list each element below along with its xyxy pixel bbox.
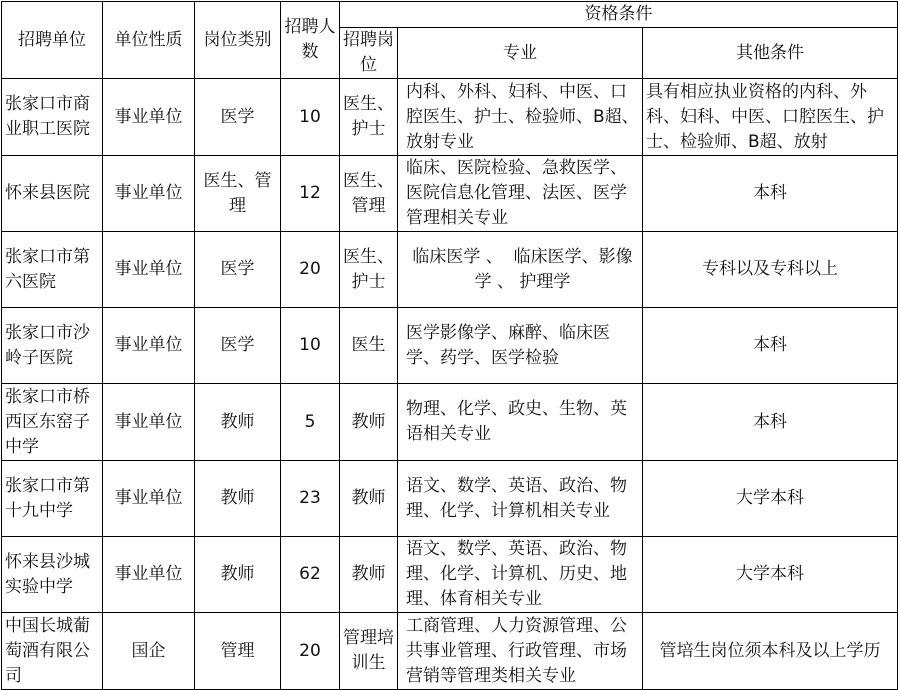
cell-major: 内科、外科、妇科、中医、口腔医生、护士、检验师、B超、放射专业 [398, 79, 643, 156]
cell-category: 教师 [195, 461, 281, 537]
cell-unit: 中国长城葡萄酒有限公司 [2, 613, 103, 690]
cell-count: 12 [281, 156, 340, 232]
cell-post: 教师 [340, 537, 398, 613]
cell-unit: 张家口市沙岭子医院 [2, 308, 103, 384]
cell-post: 医生、护士 [340, 232, 398, 308]
cell-unit: 张家口市桥西区东窑子中学 [2, 384, 103, 461]
table-row [2, 537, 898, 613]
header-unit: 招聘单位 [2, 2, 103, 79]
header-other: 其他条件 [643, 28, 898, 79]
cell-unit: 张家口市第六医院 [2, 232, 103, 308]
cell-category: 教师 [195, 384, 281, 461]
cell-count: 5 [281, 384, 340, 461]
cell-category: 管理 [195, 613, 281, 690]
cell-count: 20 [281, 232, 340, 308]
cell-category: 教师 [195, 537, 281, 613]
header-row [2, 2, 898, 28]
table-row [2, 613, 898, 690]
cell-other: 专科以及专科以上 [643, 232, 898, 308]
table-row [2, 384, 898, 461]
header-count: 招聘人数 [281, 2, 340, 79]
header-post: 招聘岗位 [340, 28, 398, 79]
header-nature: 单位性质 [103, 2, 195, 79]
cell-category: 医学 [195, 232, 281, 308]
cell-other: 大学本科 [643, 537, 898, 613]
cell-post: 教师 [340, 384, 398, 461]
cell-other: 具有相应执业资格的内科、外科、妇科、中医、口腔医生、护士、检验师、B超、放射 [643, 79, 898, 156]
cell-other: 大学本科 [643, 461, 898, 537]
table-row [2, 79, 898, 156]
cell-unit: 怀来县沙城实验中学 [2, 537, 103, 613]
cell-nature: 事业单位 [103, 156, 195, 232]
table-row [2, 232, 898, 308]
cell-other: 本科 [643, 308, 898, 384]
header-category: 岗位类别 [195, 2, 281, 79]
table-row [2, 461, 898, 537]
cell-post: 教师 [340, 461, 398, 537]
cell-count: 20 [281, 613, 340, 690]
cell-nature: 事业单位 [103, 79, 195, 156]
cell-count: 62 [281, 537, 340, 613]
cell-nature: 事业单位 [103, 537, 195, 613]
cell-other: 本科 [643, 384, 898, 461]
table-row [2, 308, 898, 384]
cell-nature: 事业单位 [103, 308, 195, 384]
cell-category: 医学 [195, 308, 281, 384]
cell-unit: 怀来县医院 [2, 156, 103, 232]
cell-category: 医生、管理 [195, 156, 281, 232]
table-row [2, 156, 898, 232]
cell-count: 10 [281, 79, 340, 156]
header-qualifications: 资格条件 [340, 2, 898, 28]
cell-post: 管理培训生 [340, 613, 398, 690]
cell-unit: 张家口市第十九中学 [2, 461, 103, 537]
cell-post: 医生、护士 [340, 79, 398, 156]
header-major: 专业 [398, 28, 643, 79]
cell-nature: 国企 [103, 613, 195, 690]
cell-nature: 事业单位 [103, 232, 195, 308]
cell-nature: 事业单位 [103, 461, 195, 537]
cell-post: 医生 [340, 308, 398, 384]
cell-unit: 张家口市商业职工医院 [2, 79, 103, 156]
cell-major: 物理、化学、政史、生物、英语相关专业 [398, 384, 643, 461]
cell-major: 语文、数学、英语、政治、物理、化学、计算机、历史、地理、体育相关专业 [398, 537, 643, 613]
cell-count: 23 [281, 461, 340, 537]
cell-major: 语文、数学、英语、政治、物理、化学、计算机相关专业 [398, 461, 643, 537]
cell-other: 本科 [643, 156, 898, 232]
cell-major: 医学影像学、麻醉、临床医学、药学、医学检验 [398, 308, 643, 384]
cell-other: 管培生岗位须本科及以上学历 [643, 613, 898, 690]
cell-nature: 事业单位 [103, 384, 195, 461]
cell-major: 临床医学 、 临床医学、影像学 、 护理学 [398, 232, 643, 308]
cell-major: 工商管理、人力资源管理、公共事业管理、行政管理、市场营销等管理类相关专业 [398, 613, 643, 690]
cell-post: 医生、管理 [340, 156, 398, 232]
cell-category: 医学 [195, 79, 281, 156]
cell-major: 临床、医院检验、急救医学、医院信息化管理、法医、医学管理相关专业 [398, 156, 643, 232]
recruitment-table [1, 1, 898, 690]
cell-count: 10 [281, 308, 340, 384]
